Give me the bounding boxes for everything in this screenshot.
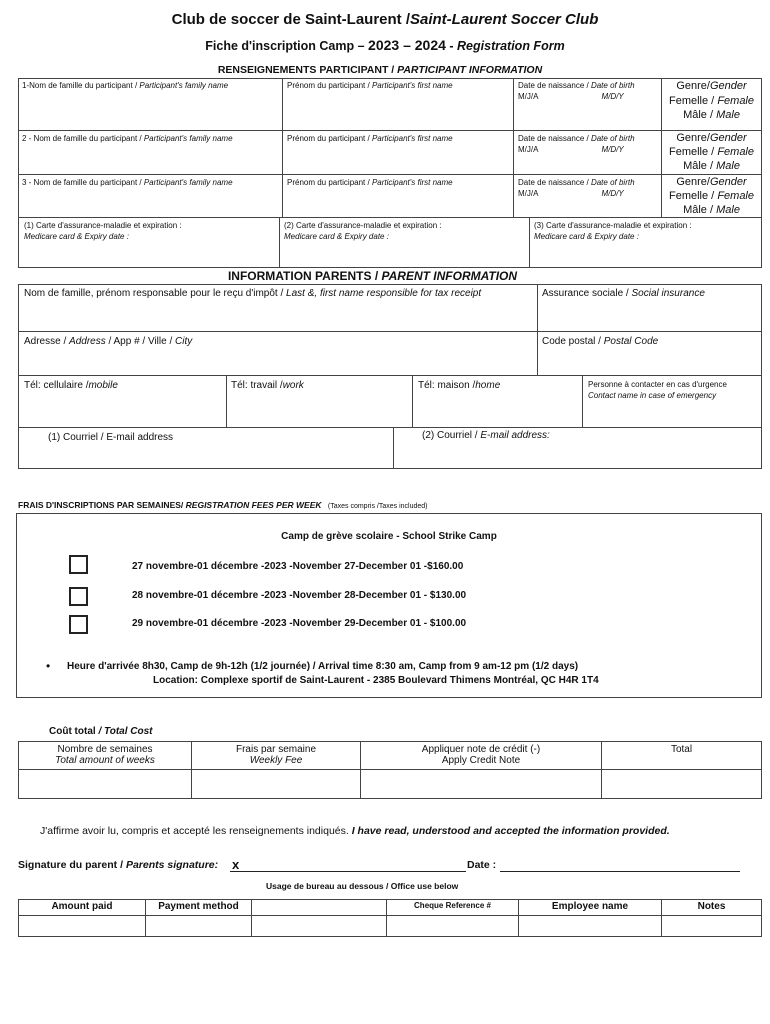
address-field[interactable]: Adresse / Address / App # / Ville / City (18, 332, 538, 376)
blank-header (252, 900, 387, 916)
weekly-fee-input[interactable] (192, 770, 361, 799)
office-header-row (19, 900, 762, 916)
signature-label: Signature du parent / Parents signature: (18, 859, 219, 871)
signature-line[interactable] (230, 871, 466, 872)
payment-method-input[interactable] (146, 916, 252, 937)
employee-name-input[interactable] (519, 916, 662, 937)
location-info: Location: Complexe sportif de Saint-Laurent - 2385 Boulevard Thimens Montréal, QC H4R 1T4 (153, 675, 599, 686)
week-3-option: 29 novembre-01 décembre -2023 -November 29-December 01 - $100.00 (132, 618, 467, 629)
email-2-field[interactable]: (2) Courriel / E-mail address: (394, 428, 762, 469)
fees-heading: FRAIS D'INSCRIPTIONS PAR SEMAINES/ REGISTRATION FEES PER WEEK (Taxes compris /Taxes included) (18, 500, 428, 510)
participant-2-dob[interactable]: Date de naissance / Date of birth M/J/A M/D/Y (514, 131, 662, 175)
payment-method-header: Payment method (146, 900, 252, 916)
participant-3-family-name[interactable]: 3 - Nom de famille du participant / Participant's family name (18, 175, 283, 218)
office-input-row (19, 916, 762, 937)
participant-1-dob[interactable]: Date de naissance / Date of birth M/J/A M/D/Y (514, 78, 662, 131)
participant-2-first-name[interactable]: Prénom du participant / Participant's first name (283, 131, 514, 175)
week-2-checkbox[interactable] (69, 587, 88, 606)
participant-2-gender[interactable]: Genre/Gender Femelle / Female Mâle / Male (662, 131, 762, 175)
total-input[interactable] (602, 770, 762, 799)
medicare-card-2[interactable]: (2) Carte d'assurance-maladie et expiration : Medicare card & Expiry date : (280, 218, 530, 268)
notes-header: Notes (662, 900, 762, 916)
medicare-card-3[interactable]: (3) Carte d'assurance-maladie et expiration : Medicare card & Expiry date : (530, 218, 762, 268)
email-1-field[interactable]: (1) Courriel / E-mail address (18, 428, 394, 469)
bullet-icon: • (46, 659, 51, 673)
arrival-info: Heure d'arrivée 8h30, Camp de 9h-12h (1/2 journée) / Arrival time 8:30 am, Camp from 9 am-12 pm (1/2 days) (67, 661, 579, 672)
date-label: Date : (467, 859, 497, 871)
date-line[interactable] (500, 871, 740, 872)
blank-input[interactable] (252, 916, 387, 937)
participant-1-gender[interactable]: Genre/Gender Femelle / Female Mâle / Male (662, 78, 762, 131)
participant-3-dob[interactable]: Date de naissance / Date of birth M/J/A M/D/Y (514, 175, 662, 218)
total-cost-heading: Coût total / Total Cost (49, 726, 153, 737)
week-3-checkbox[interactable] (69, 615, 88, 634)
office-use-table (18, 899, 762, 937)
mobile-phone-field[interactable]: Tél: cellulaire /mobile (18, 376, 227, 428)
participant-heading: RENSEIGNEMENTS PARTICIPANT / PARTICIPANT INFORMATION (217, 64, 543, 76)
week-1-option: 27 novembre-01 décembre -2023 -November 27-December 01 -$160.00 (132, 561, 464, 572)
credit-note-column-header: Appliquer note de crédit (-) Apply Credit Note (361, 742, 602, 770)
tax-receipt-name-field[interactable]: Nom de famille, prénom responsable pour le reçu d'impôt / Last &, first name responsible for tax receipt (18, 284, 538, 332)
postal-code-field[interactable]: Code postal / Postal Code (538, 332, 762, 376)
form-title: Club de soccer de Saint-Laurent /Saint-Laurent Soccer Club (171, 11, 599, 28)
declaration: J'affirme avoir lu, compris et accepté les renseignements indiqués. I have read, understood and accepted the information provided. (40, 825, 670, 837)
camp-title: Camp de grève scolaire - School Strike Camp (281, 531, 497, 542)
work-phone-field[interactable]: Tél: travail /work (227, 376, 413, 428)
amount-paid-header: Amount paid (19, 900, 146, 916)
emergency-contact-field[interactable]: Personne à contacter en cas d'urgence Contact name in case of emergency (583, 376, 762, 428)
cheque-reference-input[interactable] (387, 916, 519, 937)
total-cost-header-row (19, 742, 762, 770)
participant-1-family-name[interactable]: 1-Nom de famille du participant / Participant's family name (18, 78, 283, 131)
medicare-card-1[interactable]: (1) Carte d'assurance-maladie et expiration : Medicare card & Expiry date : (18, 218, 280, 268)
amount-paid-input[interactable] (19, 916, 146, 937)
credit-note-input[interactable] (361, 770, 602, 799)
club-name-en: Saint-Laurent Soccer Club (410, 11, 599, 28)
total-cost-table (18, 741, 762, 799)
club-name-fr: Club de soccer de Saint-Laurent (171, 11, 402, 28)
signature-mark: x (232, 857, 240, 872)
social-insurance-field[interactable]: Assurance sociale / Social insurance (538, 284, 762, 332)
weekly-fee-column-header: Frais par semaine Weekly Fee (192, 742, 361, 770)
cheque-reference-header: Cheque Reference # (387, 900, 519, 916)
total-cost-input-row (19, 770, 762, 799)
form-subtitle: Fiche d'inscription Camp – 2023 – 2024 - Registration Form (205, 37, 565, 53)
home-phone-field[interactable]: Tél: maison /home (413, 376, 583, 428)
participant-3-gender[interactable]: Genre/Gender Femelle / Female Mâle / Male (662, 175, 762, 218)
employee-name-header: Employee name (519, 900, 662, 916)
week-2-option: 28 novembre-01 décembre -2023 -November 28-December 01 - $130.00 (132, 590, 467, 601)
office-use-heading: Usage de bureau au dessous / Office use below (266, 881, 459, 891)
participant-1-first-name[interactable]: Prénom du participant / Participant's first name (283, 78, 514, 131)
week-1-checkbox[interactable] (69, 555, 88, 574)
weeks-column-header: Nombre de semaines Total amount of weeks (19, 742, 192, 770)
season-year: 2023 – 2024 (368, 37, 446, 53)
notes-input[interactable] (662, 916, 762, 937)
participant-2-family-name[interactable]: 2 - Nom de famille du participant / Participant's family name (18, 131, 283, 175)
weeks-input[interactable] (19, 770, 192, 799)
total-column-header: Total (602, 742, 762, 770)
participant-3-first-name[interactable]: Prénom du participant / Participant's first name (283, 175, 514, 218)
parent-heading: INFORMATION PARENTS / PARENT INFORMATION (227, 269, 518, 283)
